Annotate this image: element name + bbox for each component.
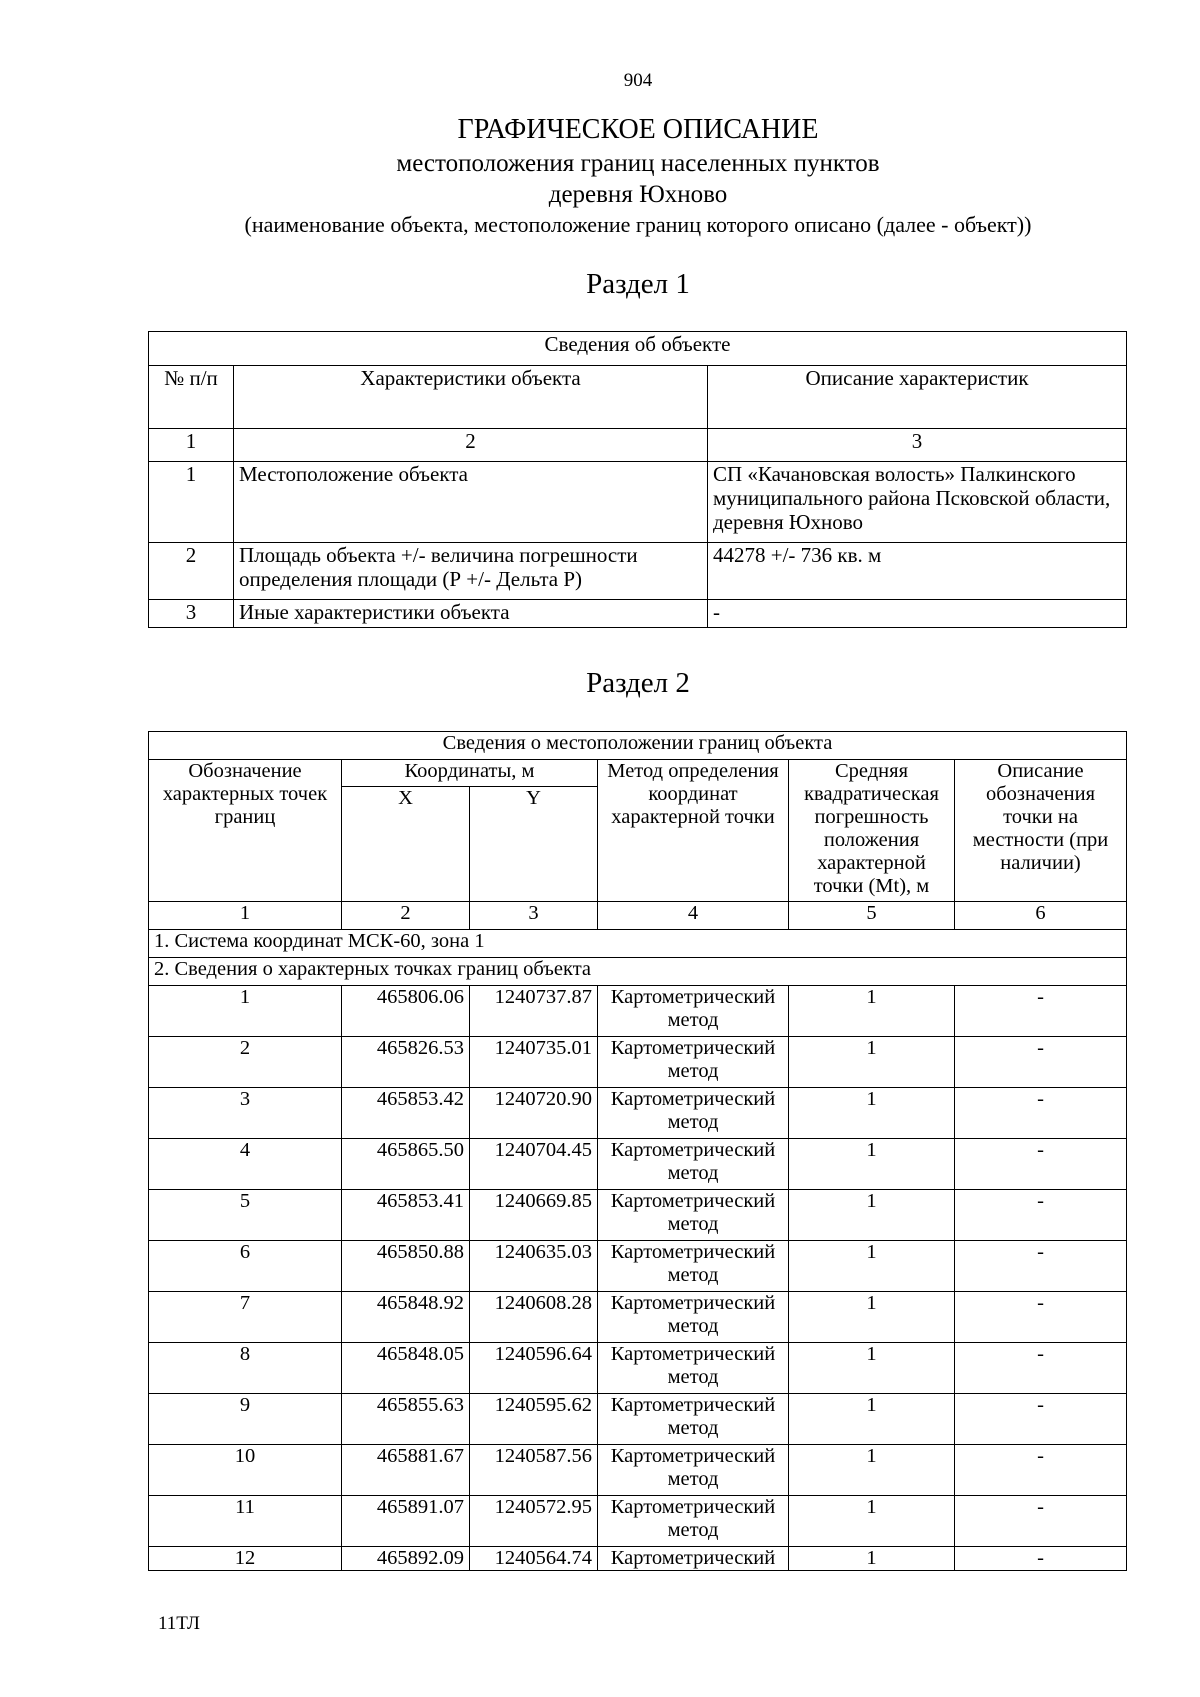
object-name: деревня Юхново [548, 181, 728, 208]
table1-title: Сведения об объекте [149, 332, 1127, 366]
point-x: 465848.92 [342, 1292, 470, 1343]
table2-title: Сведения о местоположении границ объекта [149, 732, 1127, 760]
point-id: 1 [149, 986, 342, 1037]
document-title: ГРАФИЧЕСКОЕ ОПИСАНИЕ [457, 114, 819, 145]
point-id: 4 [149, 1139, 342, 1190]
table2-index-cell: 1 [149, 902, 342, 930]
page-number: 904 [623, 70, 653, 91]
point-x: 465826.53 [342, 1037, 470, 1088]
section2-heading: Раздел 2 [586, 667, 690, 699]
table2-index-cell: 3 [470, 902, 598, 930]
point-method: Картометрический метод [598, 1496, 789, 1547]
row-num: 1 [149, 462, 234, 543]
table1-index-cell: 3 [708, 429, 1127, 462]
row-description: - [708, 600, 1127, 628]
point-y: 1240720.90 [470, 1088, 598, 1139]
table-row [149, 1394, 1127, 1445]
table-row [149, 543, 1127, 600]
point-method: Картометрический метод [598, 1241, 789, 1292]
point-x: 465853.42 [342, 1088, 470, 1139]
point-method: Картометрический метод [598, 1292, 789, 1343]
point-mt: 1 [789, 1037, 955, 1088]
point-x: 465855.63 [342, 1394, 470, 1445]
table-row [149, 986, 1127, 1037]
table2-index-cell: 4 [598, 902, 789, 930]
table2-header-desc: Описание обозначения точки на местности (при наличии) [955, 760, 1127, 902]
table-row [149, 1190, 1127, 1241]
point-desc: - [955, 1547, 1127, 1571]
table1-header-num: № п/п [149, 366, 234, 429]
table2-header-coords: Координаты, м [342, 760, 598, 787]
point-method: Картометрический [598, 1547, 789, 1571]
table-row [149, 1088, 1127, 1139]
table2-header-y: Y [470, 787, 598, 902]
footer-code: 11ТЛ [158, 1613, 200, 1634]
point-id: 10 [149, 1445, 342, 1496]
point-mt: 1 [789, 1139, 955, 1190]
row-num: 2 [149, 543, 234, 600]
point-mt: 1 [789, 1445, 955, 1496]
point-method: Картометрический метод [598, 986, 789, 1037]
row-description: 44278 +/- 736 кв. м [708, 543, 1127, 600]
table-row [149, 1496, 1127, 1547]
point-mt: 1 [789, 1088, 955, 1139]
table2-index-cell: 2 [342, 902, 470, 930]
point-method: Картометрический метод [598, 1139, 789, 1190]
row-characteristic: Иные характеристики объекта [234, 600, 708, 628]
table1-header-description: Описание характеристик [708, 366, 1127, 429]
point-method: Картометрический метод [598, 1037, 789, 1088]
document-header [0, 112, 1200, 240]
table-row [149, 1139, 1127, 1190]
table2-header-method: Метод определения координат характерной точки [598, 760, 789, 902]
object-info-table [148, 331, 1127, 628]
point-x: 465853.41 [342, 1190, 470, 1241]
point-x: 465848.05 [342, 1343, 470, 1394]
point-id: 12 [149, 1547, 342, 1571]
point-mt: 1 [789, 1190, 955, 1241]
point-desc: - [955, 1088, 1127, 1139]
point-x: 465891.07 [342, 1496, 470, 1547]
row-characteristic: Местоположение объекта [234, 462, 708, 543]
table2-header-point: Обозначение характерных точек границ [149, 760, 342, 902]
point-mt: 1 [789, 986, 955, 1037]
point-y: 1240587.56 [470, 1445, 598, 1496]
table1-index-cell: 2 [234, 429, 708, 462]
point-desc: - [955, 1445, 1127, 1496]
coordinate-system-row: 1. Система координат МСК-60, зона 1 [149, 930, 1127, 958]
table-row [149, 600, 1127, 628]
point-y: 1240572.95 [470, 1496, 598, 1547]
point-x: 465892.09 [342, 1547, 470, 1571]
points-body [149, 986, 1127, 1571]
point-id: 6 [149, 1241, 342, 1292]
point-mt: 1 [789, 1496, 955, 1547]
point-desc: - [955, 1343, 1127, 1394]
point-mt: 1 [789, 1241, 955, 1292]
point-desc: - [955, 1241, 1127, 1292]
table-row [149, 1343, 1127, 1394]
point-y: 1240608.28 [470, 1292, 598, 1343]
table1-header-characteristic: Характеристики объекта [234, 366, 708, 429]
document-subtitle: местоположения границ населенных пунктов [396, 150, 880, 177]
table-row [149, 1547, 1127, 1571]
table-row [149, 1037, 1127, 1088]
point-id: 3 [149, 1088, 342, 1139]
point-y: 1240737.87 [470, 986, 598, 1037]
point-x: 465881.67 [342, 1445, 470, 1496]
point-id: 2 [149, 1037, 342, 1088]
point-method: Картометрический метод [598, 1343, 789, 1394]
row-description: СП «Качановская волость» Палкинского муниципального района Псковской области, деревня Юхново [708, 462, 1127, 543]
point-mt: 1 [789, 1547, 955, 1571]
points-section-row: 2. Сведения о характерных точках границ объекта [149, 958, 1127, 986]
point-y: 1240596.64 [470, 1343, 598, 1394]
table1-index-cell: 1 [149, 429, 234, 462]
point-mt: 1 [789, 1292, 955, 1343]
boundary-points-table [148, 731, 1127, 1571]
point-desc: - [955, 1139, 1127, 1190]
point-id: 5 [149, 1190, 342, 1241]
point-desc: - [955, 1190, 1127, 1241]
object-name-note: (наименование объекта, местоположение границ которого описано (далее - объект)) [244, 212, 1032, 237]
point-id: 9 [149, 1394, 342, 1445]
point-x: 465865.50 [342, 1139, 470, 1190]
point-mt: 1 [789, 1394, 955, 1445]
point-desc: - [955, 1496, 1127, 1547]
point-id: 11 [149, 1496, 342, 1547]
point-method: Картометрический метод [598, 1190, 789, 1241]
point-id: 7 [149, 1292, 342, 1343]
point-method: Картометрический метод [598, 1445, 789, 1496]
point-method: Картометрический метод [598, 1394, 789, 1445]
point-id: 8 [149, 1343, 342, 1394]
table-row [149, 1445, 1127, 1496]
table2-header-x: X [342, 787, 470, 902]
point-x: 465806.06 [342, 986, 470, 1037]
point-y: 1240669.85 [470, 1190, 598, 1241]
table-row [149, 1292, 1127, 1343]
section1-heading: Раздел 1 [586, 268, 690, 300]
point-y: 1240735.01 [470, 1037, 598, 1088]
table2-index-cell: 5 [789, 902, 955, 930]
point-desc: - [955, 1292, 1127, 1343]
point-method: Картометрический метод [598, 1088, 789, 1139]
point-desc: - [955, 1037, 1127, 1088]
table-row [149, 462, 1127, 543]
point-mt: 1 [789, 1343, 955, 1394]
table-row [149, 1241, 1127, 1292]
point-desc: - [955, 986, 1127, 1037]
row-num: 3 [149, 600, 234, 628]
point-y: 1240595.62 [470, 1394, 598, 1445]
point-y: 1240704.45 [470, 1139, 598, 1190]
point-desc: - [955, 1394, 1127, 1445]
point-y: 1240635.03 [470, 1241, 598, 1292]
table2-index-cell: 6 [955, 902, 1127, 930]
table2-header-error: Средняя квадратическая погрешность положения характерной точки (Mt), м [789, 760, 955, 902]
point-y: 1240564.74 [470, 1547, 598, 1571]
point-x: 465850.88 [342, 1241, 470, 1292]
row-characteristic: Площадь объекта +/- величина погрешности определения площади (Р +/- Дельта Р) [234, 543, 708, 600]
